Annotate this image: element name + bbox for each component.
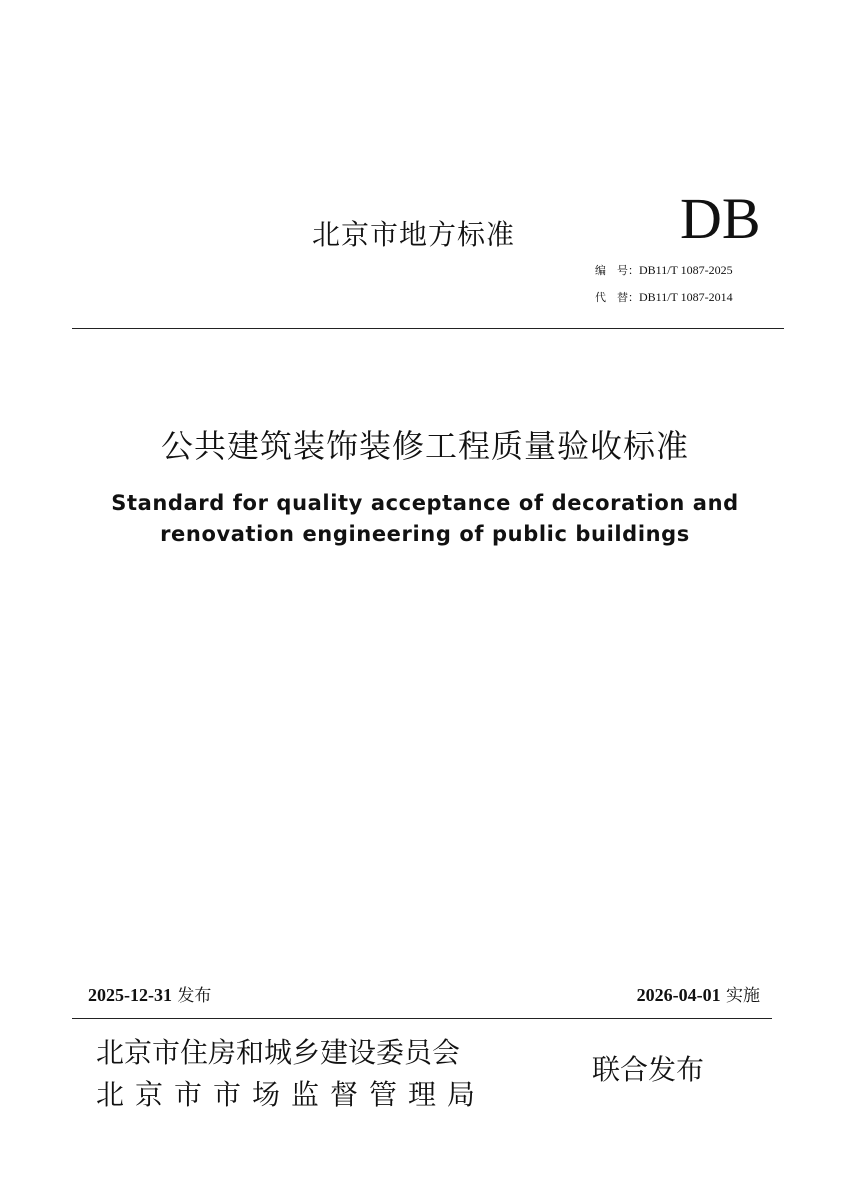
replaced-code-value: DB11/T 1087-2014: [639, 290, 733, 304]
title-chinese: 公共建筑装饰装修工程质量验收标准: [160, 427, 689, 465]
replaced-code-label: 代 替：: [595, 291, 639, 304]
joint-issue-label: 联合发布: [592, 1053, 705, 1086]
implementation-date-value: 2026-04-01: [636, 985, 721, 1005]
db-logo: DB: [680, 186, 761, 251]
standard-code-label: 编 号：: [595, 264, 639, 277]
title-english-line2: renovation engineering of public buildings: [160, 522, 690, 546]
issue-date-value: 2025-12-31: [88, 985, 172, 1005]
title-english-line1: Standard for quality acceptance of decoration and: [111, 491, 739, 515]
standard-code-value: DB11/T 1087-2025: [639, 263, 733, 277]
replaced-code: [595, 289, 733, 305]
issuer-housing-commission: 北京市住房和城乡建设委员会: [96, 1036, 461, 1069]
title-english: [0, 488, 850, 550]
implementation-date-suffix: 实施: [720, 986, 760, 1006]
issue-date-suffix: 发布: [172, 986, 212, 1006]
footer-divider: [72, 1018, 772, 1019]
issuer-market-regulation: 北京市市场监督管理局: [96, 1078, 487, 1111]
header-divider: [72, 328, 784, 329]
issue-date: [88, 981, 211, 1006]
implementation-date: [637, 981, 760, 1006]
standard-type-label: 北京市地方标准: [312, 218, 516, 251]
standard-code: [595, 262, 733, 278]
